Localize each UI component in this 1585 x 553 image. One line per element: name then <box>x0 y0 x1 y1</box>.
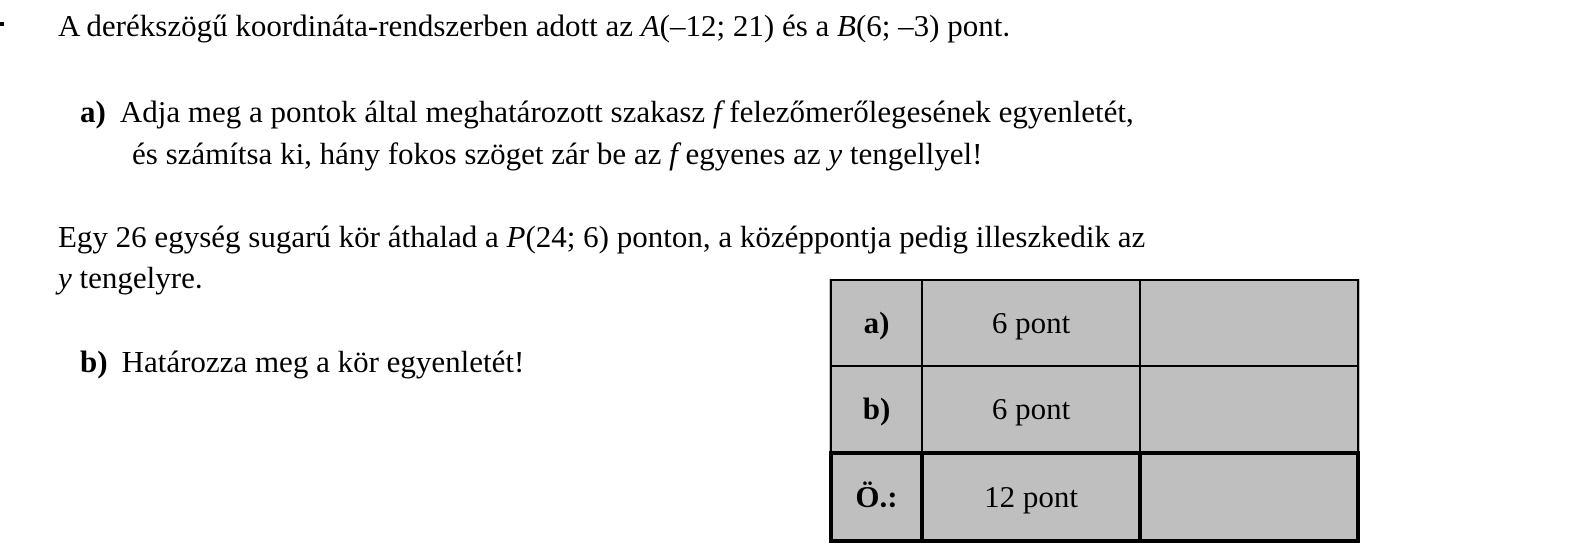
point-b-coords: (6; –3) <box>855 8 940 43</box>
score-total-earned-field[interactable] <box>1140 453 1358 541</box>
score-row-max-points: 6 pont <box>922 366 1140 453</box>
score-row-max-points: 6 pont <box>922 280 1140 366</box>
page-margin-mark <box>0 22 4 26</box>
intro-text-1: A derékszögű koordináta-rendszerben adott az <box>58 8 641 43</box>
part-a-text-3: és számítsa ki, hány fokos szöget zár be az <box>132 136 670 171</box>
part-a-var-y: y <box>828 136 843 171</box>
intro-text-2: és a <box>774 8 838 43</box>
part-a-text-2: felezőmerőlegesének egyenletét, <box>721 94 1134 129</box>
part-b-text: Határozza meg a kör egyenletét! <box>121 344 525 379</box>
score-total-max-points: 12 pont <box>922 453 1140 541</box>
score-row-earned-field[interactable] <box>1140 280 1358 366</box>
circle-paragraph-line-2 <box>58 260 203 296</box>
point-p-name: P <box>506 219 526 254</box>
score-row-label: b) <box>831 366 922 453</box>
circle-text-1: Egy 26 egység sugarú kör áthalad a <box>58 219 507 254</box>
part-a-text-1: Adja meg a pontok által meghatározott szakasz <box>119 94 713 129</box>
score-row-a <box>831 280 1358 366</box>
point-a-coords: (–12; 21) <box>659 8 775 43</box>
circle-paragraph-line-1 <box>58 219 1145 255</box>
part-a-text-5: tengellyel! <box>842 136 983 171</box>
score-table <box>829 279 1360 543</box>
part-a-var-f: f <box>712 94 722 129</box>
part-a-label: a) <box>80 94 106 129</box>
part-a-question-line-1 <box>80 94 1134 130</box>
part-a-text-4: egyenes az <box>677 136 829 171</box>
score-row-total <box>831 453 1358 541</box>
intro-text-3: pont. <box>939 8 1011 43</box>
score-row-label: a) <box>831 280 922 366</box>
score-row-earned-field[interactable] <box>1140 366 1358 453</box>
point-p-coords: (24; 6) <box>525 219 609 254</box>
part-b-question <box>80 344 524 380</box>
circle-text-2: ponton, a középpontja pedig illeszkedik az <box>608 219 1146 254</box>
part-a-var-f-2: f <box>669 136 678 171</box>
point-a-name: A <box>640 8 660 43</box>
intro-paragraph <box>58 8 1010 44</box>
part-a-question-line-2 <box>132 136 982 172</box>
circle-var-y: y <box>58 260 72 295</box>
point-b-name: B <box>837 8 856 43</box>
circle-text-3: tengelyre. <box>71 260 203 295</box>
part-b-label: b) <box>80 344 108 379</box>
score-total-label: Ö.: <box>831 453 922 541</box>
score-row-b <box>831 366 1358 453</box>
